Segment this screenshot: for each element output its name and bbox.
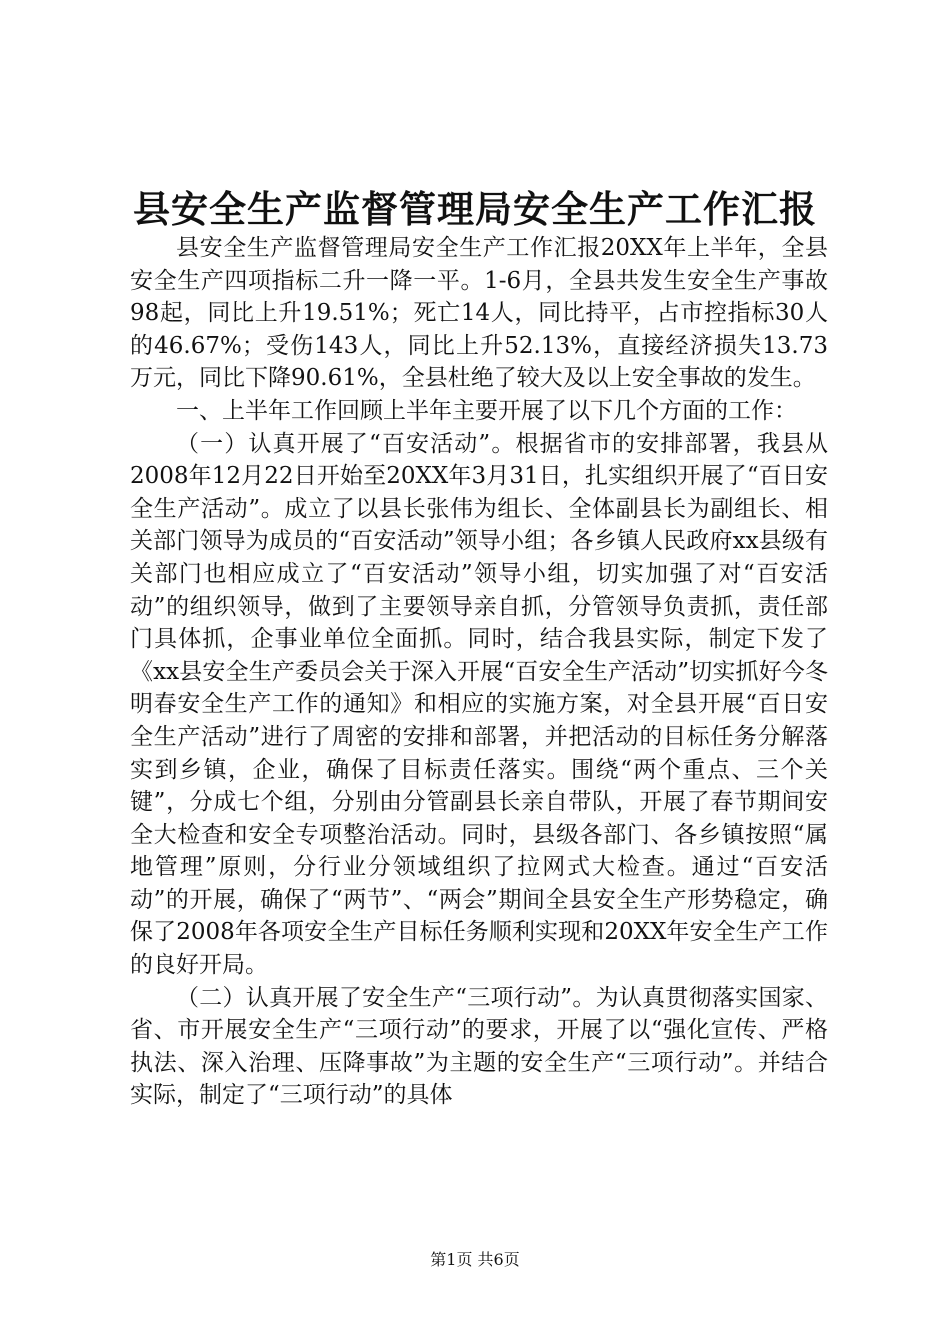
page-number: 第1页 共6页: [430, 1250, 520, 1269]
paragraph-baian-activity: （一）认真开展了“百安活动”。根据省市的安排部署，我县从2008年12月22日开始至20XX年3月31日，扎实组织开展了“百日安全生产活动”。成立了以县长张伟为组长、全体副县长为副组长、相关部门领导为成员的“百安活动”领导小组；各乡镇人民政府xx县级有关部门也相应成立了“百安活动”领导小组，切实加强了对“百安活动”的组织领导，做到了主要领导亲自抓，分管领导负责抓，责任部门具体抓，企事业单位全面抓。同时，结合我县实际，制定下发了《xx县安全生产委员会关于深入开展“百安全生产活动”切实抓好今冬明春安全生产工作的通知》和相应的实施方案，对全县开展“百日安全生产活动”进行了周密的安排和部署，并把活动的目标任务分解落实到乡镇，企业，确保了目标责任落实。围绕“两个重点、三个关键”，分成七个组，分别由分管副县长亲自带队，开展了春节期间安全大检查和安全专项整治活动。同时，县级各部门、各乡镇按照“属地管理”原则，分行业分领域组织了拉网式大检查。通过“百安活动”的开展，确保了“两节”、“两会”期间全县安全生产形势稳定，确保了2008年各项安全生产目标任务顺利实现和20XX年安全生产工作的良好开局。: [130, 430, 828, 979]
document-title: 县安全生产监督管理局安全生产工作汇报: [133, 187, 817, 231]
paragraph-summary: 县安全生产监督管理局安全生产工作汇报20XX年上半年，全县安全生产四项指标二升一降一平。1-6月，全县共发生安全生产事故98起，同比上升19.51%；死亡14人，同比持平，占市控指标30人的46.67%；受伤143人，同比上升52.13%，直接经济损失13.73万元，同比下降90.61%，全县杜绝了较大及以上安全事故的发生。: [130, 235, 828, 392]
paragraph-three-actions: （二）认真开展了安全生产“三项行动”。为认真贯彻落实国家、省、市开展安全生产“三项行动”的要求，开展了以“强化宣传、严格执法、深入治理、压降事故”为主题的安全生产“三项行动”。并结合实际，制定了“三项行动”的具体: [130, 984, 828, 1109]
paragraph-section-heading: 一、上半年工作回顾上半年主要开展了以下几个方面的工作：: [176, 397, 797, 424]
document-body: [130, 232, 828, 1112]
